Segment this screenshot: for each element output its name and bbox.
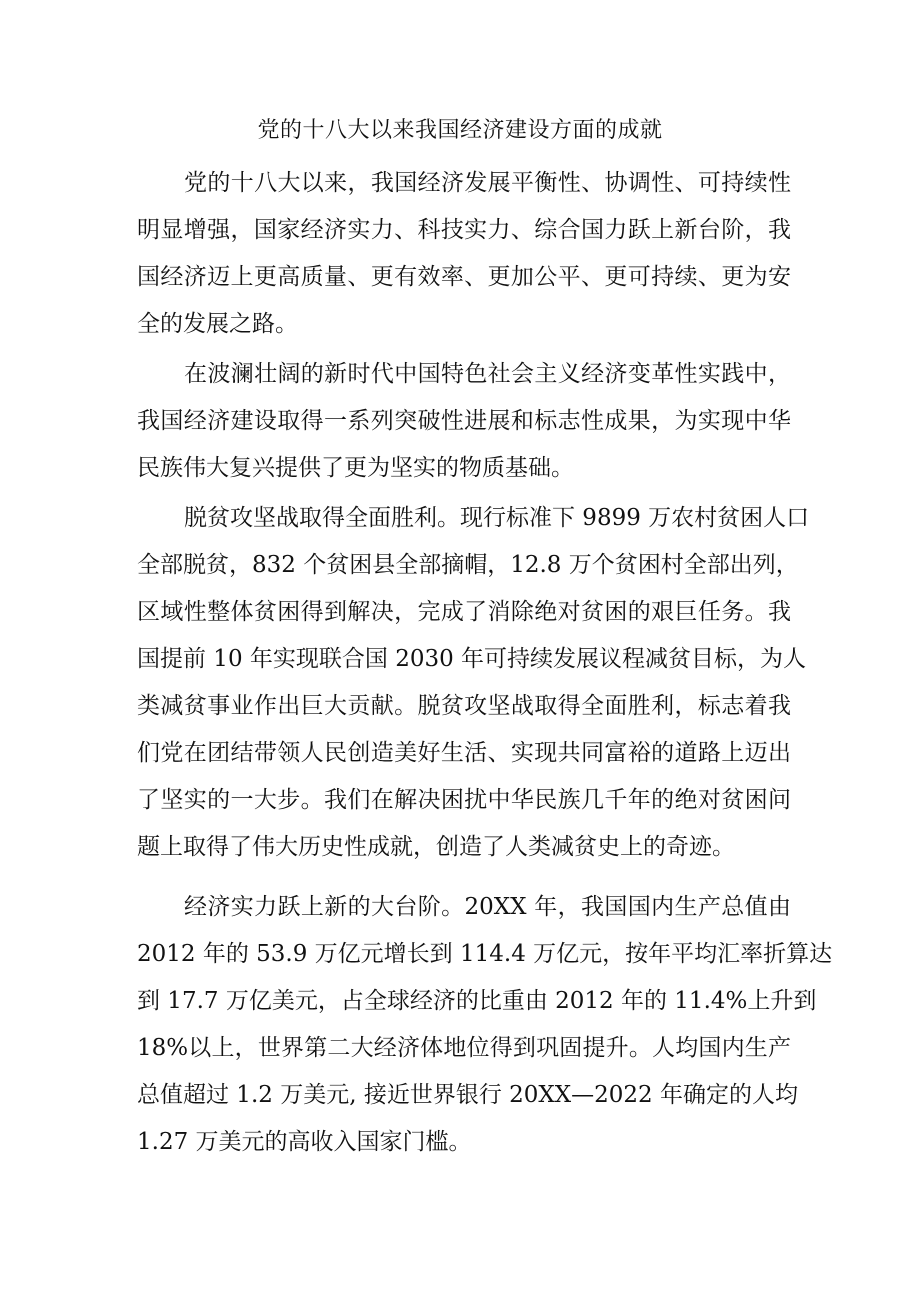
paragraph-1-line-2: 明显增强，国家经济实力、科技实力、综合国力跃上新台阶，我 bbox=[137, 217, 791, 243]
paragraph-4-line-4: 18%以上，世界第二大经济体地位得到巩固提升。人均国内生产 bbox=[137, 1035, 791, 1061]
paragraph-3-line-3: 区域性整体贫困得到解决，完成了消除绝对贫困的艰巨任务。我 bbox=[137, 599, 791, 625]
paragraph-4-line-5: 总值超过 1.2 万美元, 接近世界银行 20XX—2022 年确定的人均 bbox=[137, 1082, 798, 1108]
paragraph-1-line-1: 党的十八大以来，我国经济发展平衡性、协调性、可持续性 bbox=[184, 170, 791, 196]
paragraph-4-line-2: 2012 年的 53.9 万亿元增长到 114.4 万亿元，按年平均汇率折算达 bbox=[137, 941, 833, 967]
paragraph-3-line-6: 们党在团结带领人民创造美好生活、实现共同富裕的道路上迈出 bbox=[137, 740, 791, 766]
paragraph-1-line-4: 全的发展之路。 bbox=[137, 311, 298, 337]
paragraph-3-line-1: 脱贫攻坚战取得全面胜利。现行标准下 9899 万农村贫困人口 bbox=[184, 505, 810, 531]
paragraph-2-line-2: 我国经济建设取得一系列突破性进展和标志性成果，为实现中华 bbox=[137, 408, 791, 434]
paragraph-4-line-1: 经济实力跃上新的大台阶。20XX 年，我国国内生产总值由 bbox=[184, 894, 791, 920]
paragraph-4-line-6: 1.27 万美元的高收入国家门槛。 bbox=[137, 1129, 472, 1155]
paragraph-1-line-3: 国经济迈上更高质量、更有效率、更加公平、更可持续、更为安 bbox=[137, 264, 791, 290]
paragraph-3-line-4: 国提前 10 年实现联合国 2030 年可持续发展议程减贫目标，为人 bbox=[137, 646, 807, 672]
paragraph-3-line-5: 类减贫事业作出巨大贡献。脱贫攻坚战取得全面胜利，标志着我 bbox=[137, 693, 791, 719]
document-title: 党的十八大以来我国经济建设方面的成就 bbox=[257, 118, 663, 143]
paragraph-2-line-1: 在波澜壮阔的新时代中国特色社会主义经济变革性实践中， bbox=[184, 361, 791, 387]
paragraph-4-line-3: 到 17.7 万亿美元，占全球经济的比重由 2012 年的 11.4%上升到 bbox=[137, 988, 817, 1014]
paragraph-2-line-3: 民族伟大复兴提供了更为坚实的物质基础。 bbox=[137, 455, 574, 481]
paragraph-3-line-7: 了坚实的一大步。我们在解决困扰中华民族几千年的绝对贫困问 bbox=[137, 787, 791, 813]
paragraph-3-line-8: 题上取得了伟大历史性成就，创造了人类减贫史上的奇迹。 bbox=[137, 834, 735, 860]
paragraph-3-line-2: 全部脱贫，832 个贫困县全部摘帽，12.8 万个贫困村全部出列， bbox=[137, 552, 799, 578]
